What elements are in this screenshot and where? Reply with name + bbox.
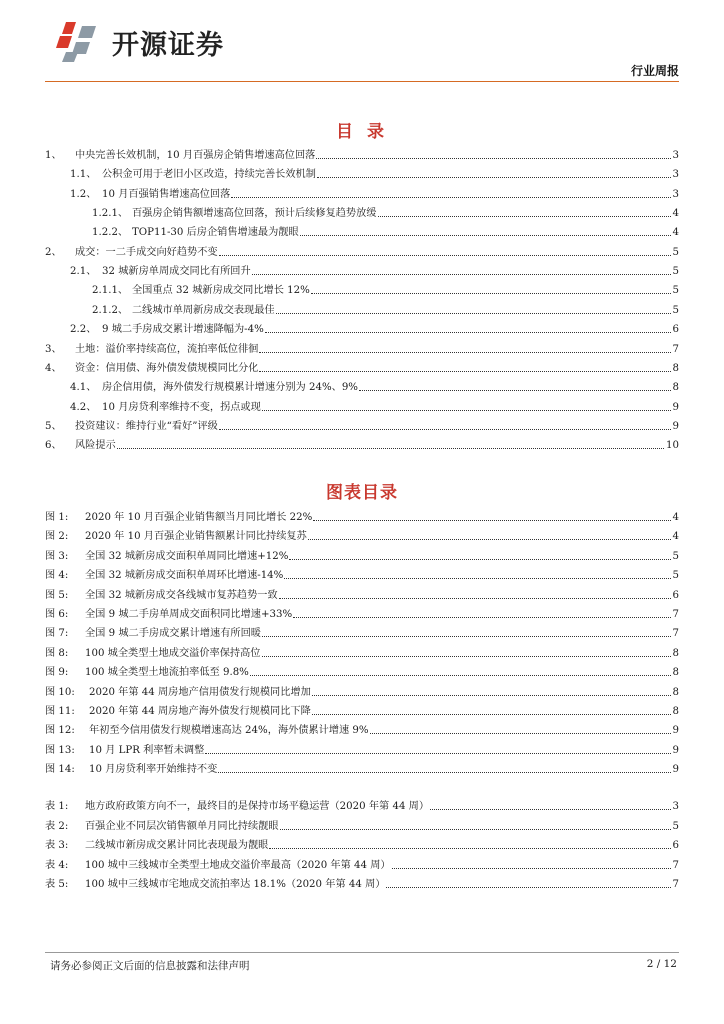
entry-number: 图 11: [45,706,75,717]
entry-number: 图 14: [45,764,75,775]
entry-page: 8 [672,382,679,393]
logo-mark-icon [52,20,108,64]
entry-page: 5 [672,247,679,258]
entry-title: 资金：信用债、海外债发债规模同比分化 [75,363,259,374]
entry-title: 公积金可用于老旧小区改造，持续完善长效机制 [102,169,316,180]
dot-leader [312,714,671,715]
dot-leader [262,636,671,637]
dot-leader [317,177,671,178]
entry-title: 2020 年 10 月百强企业销售额当月同比增长 22% [85,512,313,523]
dot-leader [269,848,670,849]
dot-leader [312,695,671,696]
entry-number: 4.1、 [70,382,97,393]
entry-title: 2020 年 10 月百强企业销售额累计同比持续复苏 [85,531,307,542]
entry-page: 7 [672,628,679,639]
dot-leader [259,371,670,372]
entry-page: 8 [672,363,679,374]
dot-leader [370,733,671,734]
entry-page: 8 [672,648,679,659]
entry-number: 4、 [45,363,62,374]
entry-number: 1.1、 [70,169,97,180]
entry-title: 全国 32 城新房成交面积单周同比增速+12% [85,551,289,562]
entry-title: 全国 9 城二手房成交累计增速有所回暖 [85,628,261,639]
entry-page: 10 [666,440,679,451]
entry-title: 房企信用债，海外债发行规模累计增速分别为 24%、9% [102,382,358,393]
entry-title: 百强企业不同层次销售额单月同比持续靓眼 [85,821,279,832]
dot-leader [279,598,671,599]
entry-page: 5 [672,285,679,296]
table-entry[interactable] [45,817,679,833]
figure-entry[interactable] [45,644,679,660]
entry-page: 7 [672,344,679,355]
entry-title: 9 城二手房成交累计增速降幅为-4% [102,324,264,335]
toc-title: 目 录 [336,122,388,142]
entry-page: 3 [672,169,679,180]
dot-leader [276,313,671,314]
dot-leader [250,675,671,676]
entry-number: 图 3: [45,551,69,562]
toc-entry[interactable] [45,398,679,414]
entry-title: 10 月百强销售增速高位回落 [102,189,231,200]
entry-title: 10 月房贷利率开始维持不变 [89,764,218,775]
toc-entry[interactable] [45,436,679,452]
entry-page: 5 [672,821,679,832]
entry-number: 图 10: [45,687,75,698]
entry-title: 全国重点 32 城新房成交同比增长 12% [132,285,310,296]
entry-page: 8 [672,706,679,717]
entry-number: 2.2、 [70,324,97,335]
dot-leader [219,255,671,256]
logo-text: 开源证券 [112,29,224,61]
entry-title: 土地：溢价率持续高位，流拍率低位徘徊 [75,344,259,355]
dot-leader [231,197,670,198]
entry-page: 7 [672,860,679,871]
dot-leader [117,448,664,449]
dot-leader [262,410,671,411]
entry-number: 表 3: [45,840,69,851]
entry-page: 3 [672,150,679,161]
entry-number: 图 12: [45,725,75,736]
entry-number: 1.2.2、 [92,227,129,238]
entry-number: 2、 [45,247,62,258]
figures-title: 图表目录 [326,483,398,503]
entry-number: 图 8: [45,648,69,659]
figure-entry[interactable] [45,508,679,524]
entry-page: 9 [672,764,679,775]
entry-number: 1、 [45,150,62,161]
table-entry[interactable] [45,875,679,891]
entry-page: 9 [672,421,679,432]
entry-title: 10 月 LPR 利率暂未调整 [89,745,205,756]
dot-leader [308,539,671,540]
dot-leader [284,578,670,579]
table-entry[interactable] [45,856,679,872]
dot-leader [313,520,670,521]
footer-disclaimer: 请务必参阅正文后面的信息披露和法律声明 [50,960,250,972]
toc-entry[interactable] [45,320,679,336]
toc-entry[interactable] [45,378,679,394]
entry-title: 2020 年第 44 周房地产信用债发行规模同比增加 [89,687,311,698]
entry-title: 10 月房贷利率维持不变，拐点或现 [102,402,261,413]
entry-page: 8 [672,687,679,698]
figure-entry[interactable] [45,566,679,582]
dot-leader [289,559,670,560]
entry-title: 二线城市单周新房成交表现最佳 [132,305,275,316]
toc-entry[interactable] [45,146,679,162]
entry-title: 投资建议：维持行业“看好”评级 [75,421,218,432]
entry-page: 3 [672,189,679,200]
toc-entry[interactable] [45,301,679,317]
entry-title: 年初至今信用债发行规模增速高达 24%，海外债累计增速 9% [89,725,369,736]
entry-page: 6 [672,324,679,335]
toc-entry[interactable] [45,223,679,239]
entry-title: 100 城全类型土地流拍率低至 9.8% [85,667,249,678]
entry-title: 二线城市新房成交累计同比表现最为靓眼 [85,840,269,851]
entry-title: 地方政府政策方向不一，最终目的是保持市场平稳运营（2020 年第 44 周） [85,801,430,812]
entry-number: 图 1: [45,512,69,523]
figure-entry[interactable] [45,683,679,699]
toc-entry[interactable] [45,204,679,220]
entry-title: 2020 年第 44 周房地产海外债发行规模同比下降 [89,706,311,717]
footer-divider [45,952,679,953]
entry-number: 图 4: [45,570,69,581]
company-logo [52,20,224,64]
dot-leader [219,429,671,430]
entry-title: 中央完善长效机制，10 月百强房企销售增速高位回落 [75,150,316,161]
entry-number: 表 2: [45,821,69,832]
entry-number: 图 6: [45,609,69,620]
toc-entry[interactable] [45,185,679,201]
entry-page: 4 [672,208,679,219]
figure-entry[interactable] [45,605,679,621]
entry-number: 图 13: [45,745,75,756]
entry-number: 2.1、 [70,266,97,277]
table-entry[interactable] [45,836,679,852]
footer-page-number: 2 / 12 [646,958,677,970]
entry-page: 4 [672,512,679,523]
entry-page: 7 [672,879,679,890]
entry-title: 32 城新房单周成交同比有所回升 [102,266,251,277]
entry-number: 3、 [45,344,62,355]
entry-page: 5 [672,266,679,277]
entry-page: 5 [672,305,679,316]
dot-leader [259,352,670,353]
entry-number: 2.1.2、 [92,305,129,316]
entry-title: 全国 9 城二手房单周成交面积同比增速+33% [85,609,293,620]
dot-leader [293,617,670,618]
figure-entry[interactable] [45,741,679,757]
entry-page: 6 [672,840,679,851]
entry-page: 4 [672,227,679,238]
entry-number: 表 4: [45,860,69,871]
entry-number: 1.2.1、 [92,208,129,219]
entry-title: TOP11-30 后房企销售增速最为靓眼 [132,227,299,238]
entry-page: 7 [672,609,679,620]
dot-leader [378,216,671,217]
entry-number: 2.1.1、 [92,285,129,296]
entry-page: 6 [672,590,679,601]
report-tag: 行业周报 [630,64,679,78]
entry-number: 6、 [45,440,62,451]
entry-title: 全国 32 城新房成交面积单周环比增速-14% [85,570,284,581]
entry-number: 图 9: [45,667,69,678]
entry-number: 表 5: [45,879,69,890]
figure-entry[interactable] [45,586,679,602]
figure-entry[interactable] [45,663,679,679]
dot-leader [430,809,670,810]
entry-number: 4.2、 [70,402,97,413]
figure-entry[interactable] [45,547,679,563]
entry-page: 9 [672,402,679,413]
dot-leader [205,753,670,754]
entry-title: 100 城中三线城市全类型土地成交溢价率最高（2020 年第 44 周） [85,860,391,871]
toc-entry[interactable] [45,281,679,297]
toc-entry[interactable] [45,417,679,433]
entry-page: 9 [672,745,679,756]
dot-leader [280,829,671,830]
entry-number: 1.2、 [70,189,97,200]
dot-leader [311,293,671,294]
dot-leader [392,868,671,869]
dot-leader [386,887,670,888]
figure-entry[interactable] [45,702,679,718]
dot-leader [265,332,671,333]
figure-entry[interactable] [45,760,679,776]
entry-title: 成交：一二手成交向好趋势不变 [75,247,218,258]
entry-page: 8 [672,667,679,678]
entry-number: 图 2: [45,531,69,542]
entry-page: 5 [672,551,679,562]
dot-leader [218,772,670,773]
dot-leader [300,235,671,236]
toc-entry[interactable] [45,359,679,375]
entry-title: 100 城中三线城市宅地成交流拍率达 18.1%（2020 年第 44 周） [85,879,386,890]
figure-entry[interactable] [45,527,679,543]
entry-page: 3 [672,801,679,812]
entry-page: 4 [672,531,679,542]
entry-page: 9 [672,725,679,736]
dot-leader [262,656,671,657]
dot-leader [316,158,670,159]
entry-title: 风险提示 [75,440,116,451]
toc-entry[interactable] [45,262,679,278]
entry-number: 表 1: [45,801,69,812]
entry-title: 百强房企销售额增速高位回落，预计后续修复趋势放缓 [132,208,377,219]
dot-leader [252,274,671,275]
figure-entry[interactable] [45,624,679,640]
header-divider [45,81,679,82]
entry-number: 图 5: [45,590,69,601]
entry-number: 图 7: [45,628,69,639]
table-entry[interactable] [45,797,679,813]
entry-title: 100 城全类型土地成交溢价率保持高位 [85,648,261,659]
toc-entry[interactable] [45,165,679,181]
dot-leader [359,390,671,391]
entry-page: 5 [672,570,679,581]
toc-entry[interactable] [45,340,679,356]
entry-title: 全国 32 城新房成交各线城市复苏趋势一致 [85,590,278,601]
figure-entry[interactable] [45,721,679,737]
toc-entry[interactable] [45,243,679,259]
entry-number: 5、 [45,421,62,432]
